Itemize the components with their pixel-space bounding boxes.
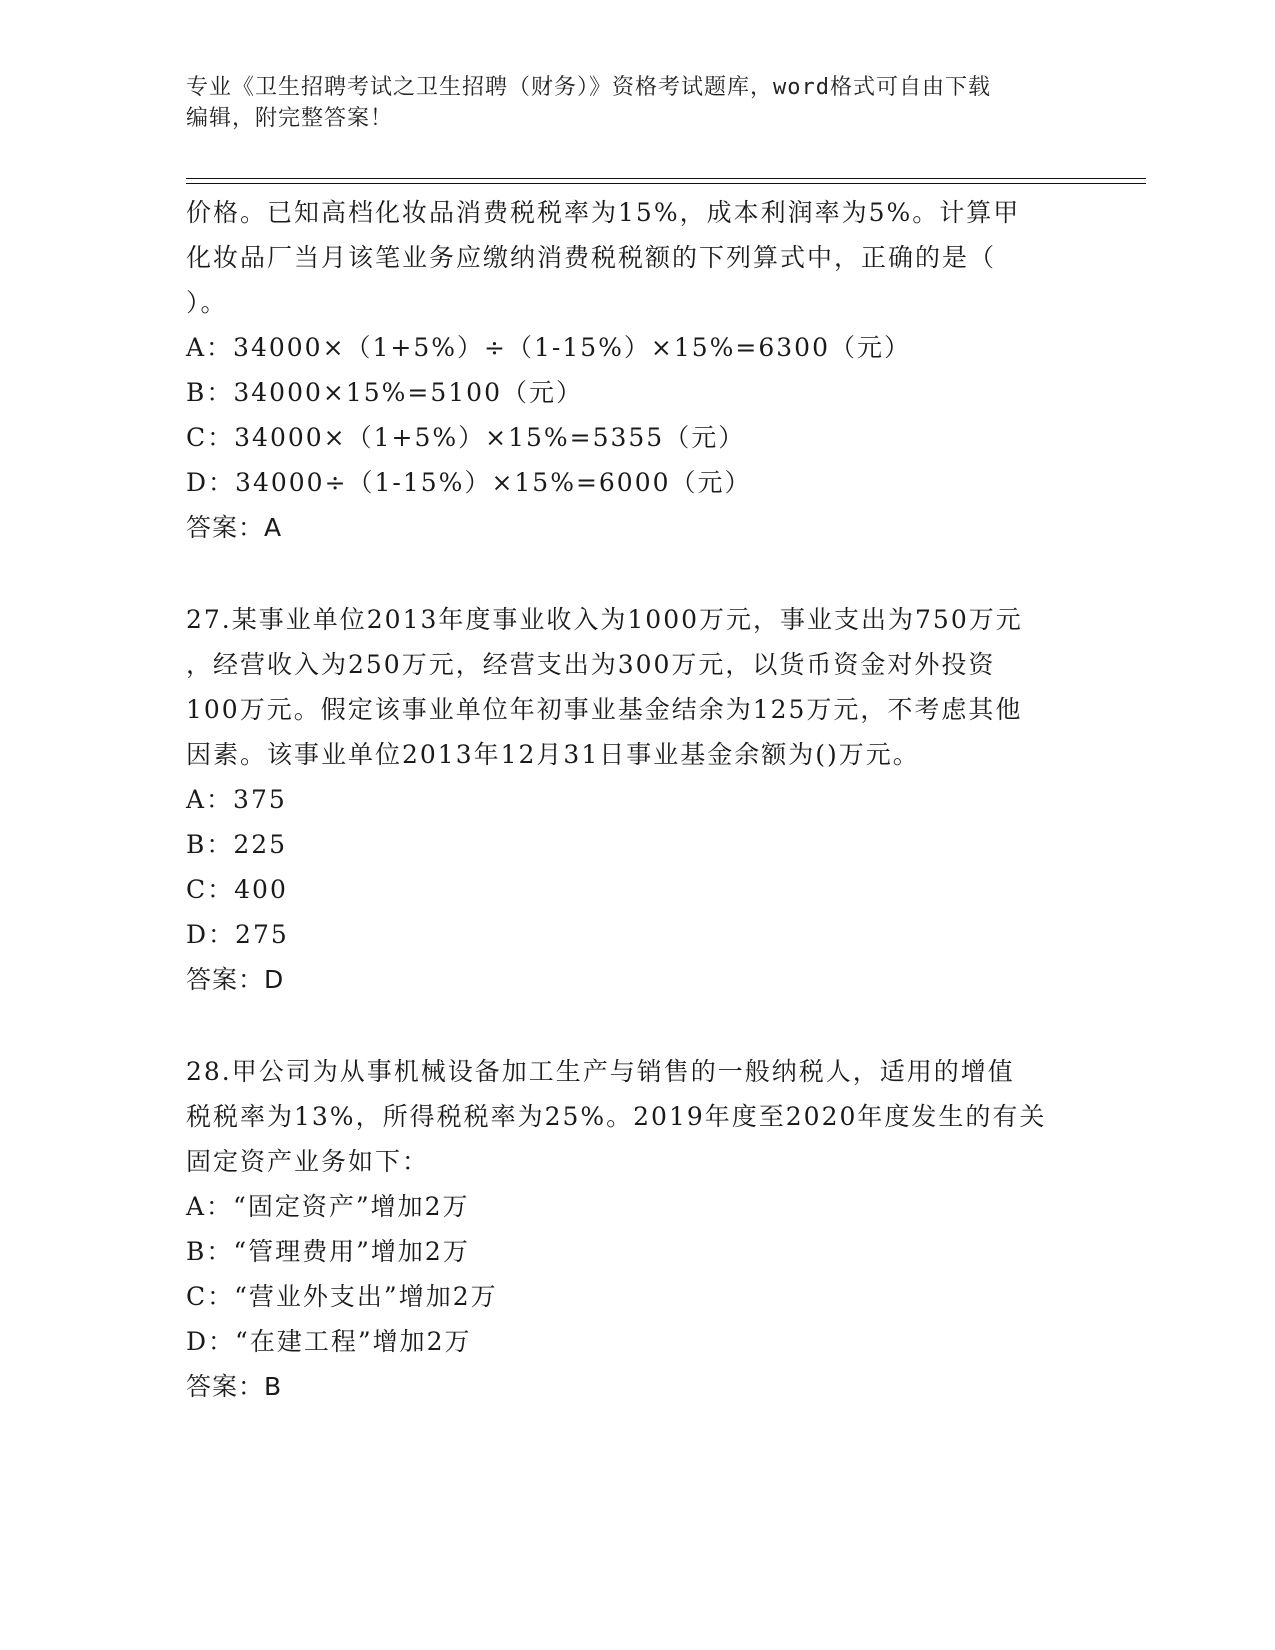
question-text-line: 固定资产业务如下： bbox=[186, 1147, 430, 1176]
option-c: C：34000×（1+5%）×15%=5355（元） bbox=[186, 423, 746, 452]
header-rule-bottom bbox=[186, 183, 1146, 184]
header-line-2: 编辑，附完整答案！ bbox=[186, 106, 394, 131]
question-text-line: 因素。该事业单位2013年12月31日事业基金余额为()万元。 bbox=[186, 740, 920, 769]
question-27 bbox=[186, 597, 1086, 1002]
option-d: D：275 bbox=[186, 920, 289, 949]
document-body bbox=[186, 190, 1086, 1409]
question-text-line: 27.某事业单位2013年度事业收入为1000万元，事业支出为750万元 bbox=[186, 605, 1023, 634]
option-b: B：225 bbox=[186, 830, 288, 859]
option-d: D：34000÷（1-15%）×15%=6000（元） bbox=[186, 468, 752, 497]
question-text-line: 100万元。假定该事业单位年初事业基金结余为125万元，不考虑其他 bbox=[186, 695, 1023, 724]
document-header bbox=[186, 72, 1066, 134]
option-a: A：34000×（1+5%）÷（1-15%）×15%=6300（元） bbox=[186, 333, 911, 362]
option-a: A：375 bbox=[186, 785, 287, 814]
question-26-continued bbox=[186, 190, 1086, 550]
answer-line: 答案：A bbox=[186, 513, 283, 542]
option-d: D：“在建工程”增加2万 bbox=[186, 1327, 472, 1356]
question-text-line: 价格。已知高档化妆品消费税税率为15%，成本利润率为5%。计算甲 bbox=[186, 198, 1021, 227]
header-rule-top bbox=[186, 178, 1146, 179]
option-b: B：“管理费用”增加2万 bbox=[186, 1237, 470, 1266]
option-b: B：34000×15%=5100（元） bbox=[186, 378, 583, 407]
answer-line: 答案：D bbox=[186, 965, 285, 994]
question-text-line: 化妆品厂当月该笔业务应缴纳消费税税额的下列算式中，正确的是（ bbox=[186, 243, 997, 272]
option-a: A：“固定资产”增加2万 bbox=[186, 1192, 470, 1221]
header-line-1: 专业《卫生招聘考试之卫生招聘（财务）》资格考试题库，word格式可自由下载 bbox=[186, 75, 991, 100]
option-c: C：“营业外支出”增加2万 bbox=[186, 1282, 498, 1311]
question-28 bbox=[186, 1049, 1086, 1409]
answer-line: 答案：B bbox=[186, 1372, 283, 1401]
question-text-line: 税税率为13%，所得税税率为25%。2019年度至2020年度发生的有关 bbox=[186, 1102, 1047, 1131]
question-text-line: ）。 bbox=[186, 288, 228, 317]
question-text-line: ，经营收入为250万元，经营支出为300万元，以货币资金对外投资 bbox=[186, 650, 996, 679]
question-text-line: 28.甲公司为从事机械设备加工生产与销售的一般纳税人，适用的增值 bbox=[186, 1057, 1015, 1086]
option-c: C：400 bbox=[186, 875, 288, 904]
